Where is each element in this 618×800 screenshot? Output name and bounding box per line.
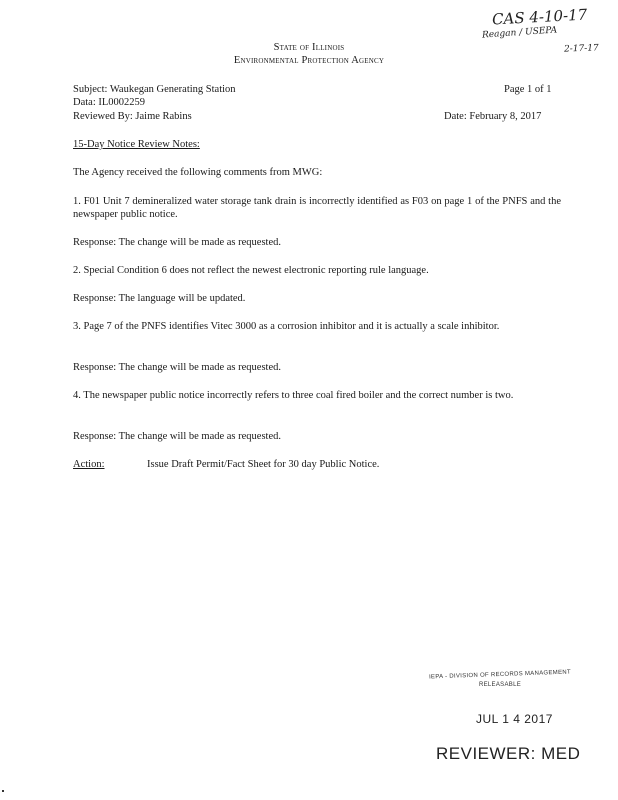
agency-heading: Environmental Protection Agency: [233, 55, 385, 66]
action-text: Issue Draft Permit/Fact Sheet for 30 day Public Notice.: [147, 459, 380, 470]
comment-4: 4. The newspaper public notice incorrectly refers to three coal fired boiler and the correct number is two.: [73, 390, 514, 401]
comment-3: 3. Page 7 of the PNFS identifies Vitec 3000 as a corrosion inhibitor and it is actually a scale inhibitor.: [73, 321, 500, 332]
response-1: Response: The change will be made as requested.: [73, 237, 281, 248]
records-division-stamp: IEPA - DIVISION OF RECORDS MANAGEMENT: [428, 669, 572, 681]
subject-line: Subject: Waukegan Generating Station: [73, 84, 236, 95]
received-date-stamp: JUL 1 4 2017: [476, 712, 553, 726]
state-heading: State of Illinois: [273, 42, 345, 53]
response-2: Response: The language will be updated.: [73, 293, 246, 304]
margin-mark: [2, 790, 4, 792]
reviewer-stamp: REVIEWER: MED: [436, 744, 581, 763]
date-line: Date: February 8, 2017: [444, 111, 542, 122]
comment-2: 2. Special Condition 6 does not reflect the newest electronic reporting rule language.: [73, 265, 429, 276]
comment-1: 1. F01 Unit 7 demineralized water storage tank drain is incorrectly identified as F03 on page 1 of the PNFS and the newspaper public notice.: [73, 196, 561, 220]
permit-data-line: Data: IL0002259: [73, 97, 146, 108]
section-title: 15-Day Notice Review Notes:: [73, 139, 200, 150]
annotation-line-1: CAS 4-10-17: [491, 5, 588, 29]
reviewed-by-line: Reviewed By: Jaime Rabins: [73, 111, 192, 122]
action-label: Action:: [73, 459, 105, 470]
page-number: Page 1 of 1: [504, 84, 552, 95]
response-4: Response: The change will be made as requested.: [73, 431, 281, 442]
annotation-line-3: 2-17-17: [563, 43, 599, 55]
response-3: Response: The change will be made as requested.: [73, 362, 281, 373]
intro-text: The Agency received the following comments from MWG:: [73, 167, 323, 178]
annotation-line-2: Reagan / USEPA: [481, 25, 558, 41]
releasable-stamp: RELEASABLE: [478, 682, 522, 688]
